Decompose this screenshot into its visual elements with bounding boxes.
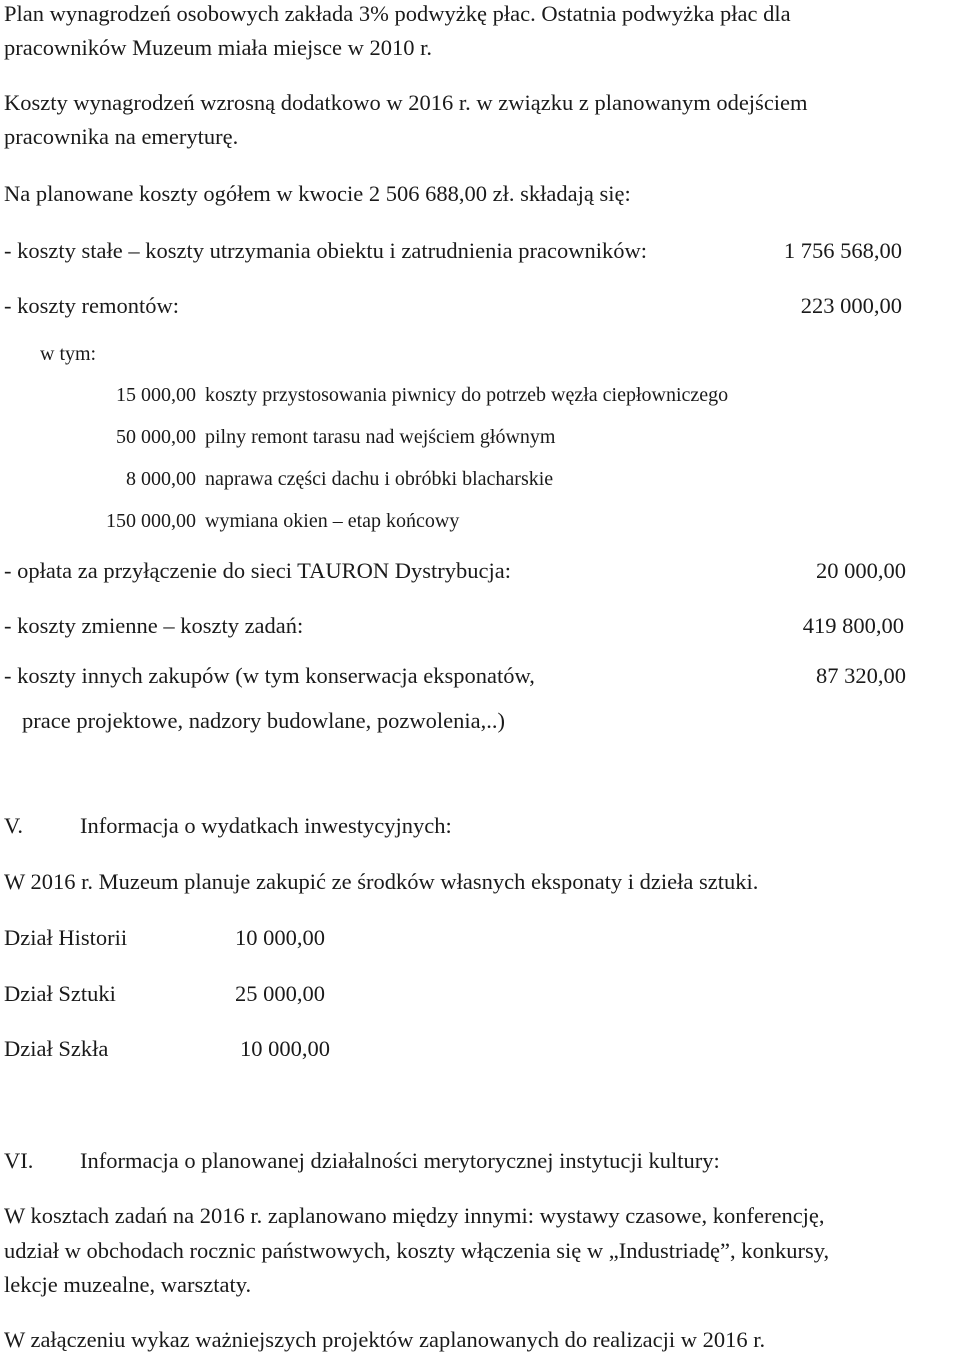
repair-item-amount: 8 000,00 xyxy=(126,468,196,490)
repair-item-description: naprawa części dachu i obróbki blacharskie xyxy=(205,468,554,490)
cost-label-tauron: - opłata za przyłączenie do sieci TAURON Dystrybucja: xyxy=(4,558,511,583)
section-6-paragraph-line-2: udział w obchodach rocznic państwowych, koszty włączenia się w „Industriadę”, konkursy, xyxy=(4,1238,830,1263)
closing-sentence: W załączeniu wykaz ważniejszych projektów zaplanowanych do realizacji w 2016 r. xyxy=(4,1327,766,1352)
cost-amount-fixed: 1 756 568,00 xyxy=(783,238,902,263)
cost-amount-other: 87 320,00 xyxy=(816,663,906,688)
intro-paragraph-2-line-1: Koszty wynagrodzeń wzrosną dodatkowo w 2016 r. w związku z planowanym odejściem xyxy=(4,90,808,115)
department-name: Dział Historii xyxy=(4,925,128,950)
repair-item-amount: 150 000,00 xyxy=(106,510,196,532)
cost-label-other-continued: prace projektowe, nadzory budowlane, pozwolenia,..) xyxy=(22,708,505,733)
total-costs-sentence: Na planowane koszty ogółem w kwocie 2 506 688,00 zł. składają się: xyxy=(4,181,631,206)
cost-amount-variable: 419 800,00 xyxy=(802,613,904,638)
section-5-number: V. xyxy=(4,813,23,838)
department-amount: 10 000,00 xyxy=(240,1036,330,1061)
section-6-number: VI. xyxy=(4,1148,34,1173)
repair-item-amount: 15 000,00 xyxy=(116,384,196,406)
department-amount: 25 000,00 xyxy=(235,981,325,1006)
cost-label-fixed: - koszty stałe – koszty utrzymania obiektu i zatrudnienia pracowników: xyxy=(4,238,647,263)
section-6-paragraph-line-1: W kosztach zadań na 2016 r. zaplanowano między innymi: wystawy czasowe, konferencję, xyxy=(4,1203,825,1228)
intro-paragraph-1-line-1: Plan wynagrodzeń osobowych zakłada 3% podwyżkę płac. Ostatnia podwyżka płac dla xyxy=(4,1,791,26)
department-name: Dział Sztuki xyxy=(4,981,116,1006)
cost-label-other: - koszty innych zakupów (w tym konserwacja eksponatów, xyxy=(4,663,535,688)
section-5-text: W 2016 r. Muzeum planuje zakupić ze środków własnych eksponaty i dzieła sztuki. xyxy=(4,869,759,894)
cost-amount-repairs: 223 000,00 xyxy=(800,293,902,318)
cost-label-repairs: - koszty remontów: xyxy=(4,293,179,318)
section-5-title: Informacja o wydatkach inwestycyjnych: xyxy=(80,813,452,838)
repair-item-description: koszty przystosowania piwnicy do potrzeb węzła ciepłowniczego xyxy=(205,384,729,406)
repairs-heading: w tym: xyxy=(40,343,97,365)
intro-paragraph-1-line-2: pracowników Muzeum miała miejsce w 2010 r. xyxy=(4,35,433,60)
repair-item-amount: 50 000,00 xyxy=(116,426,196,448)
department-name: Dział Szkła xyxy=(4,1036,109,1061)
repair-item-description: wymiana okien – etap końcowy xyxy=(205,510,460,532)
cost-label-variable: - koszty zmienne – koszty zadań: xyxy=(4,613,304,638)
repair-item-description: pilny remont tarasu nad wejściem głównym xyxy=(205,426,556,448)
cost-amount-tauron: 20 000,00 xyxy=(816,558,906,583)
section-6-paragraph-line-3: lekcje muzealne, warsztaty. xyxy=(4,1272,252,1297)
section-6-title: Informacja o planowanej działalności merytorycznej instytucji kultury: xyxy=(80,1148,720,1173)
intro-paragraph-2-line-2: pracownika na emeryturę. xyxy=(4,124,239,149)
department-amount: 10 000,00 xyxy=(235,925,325,950)
